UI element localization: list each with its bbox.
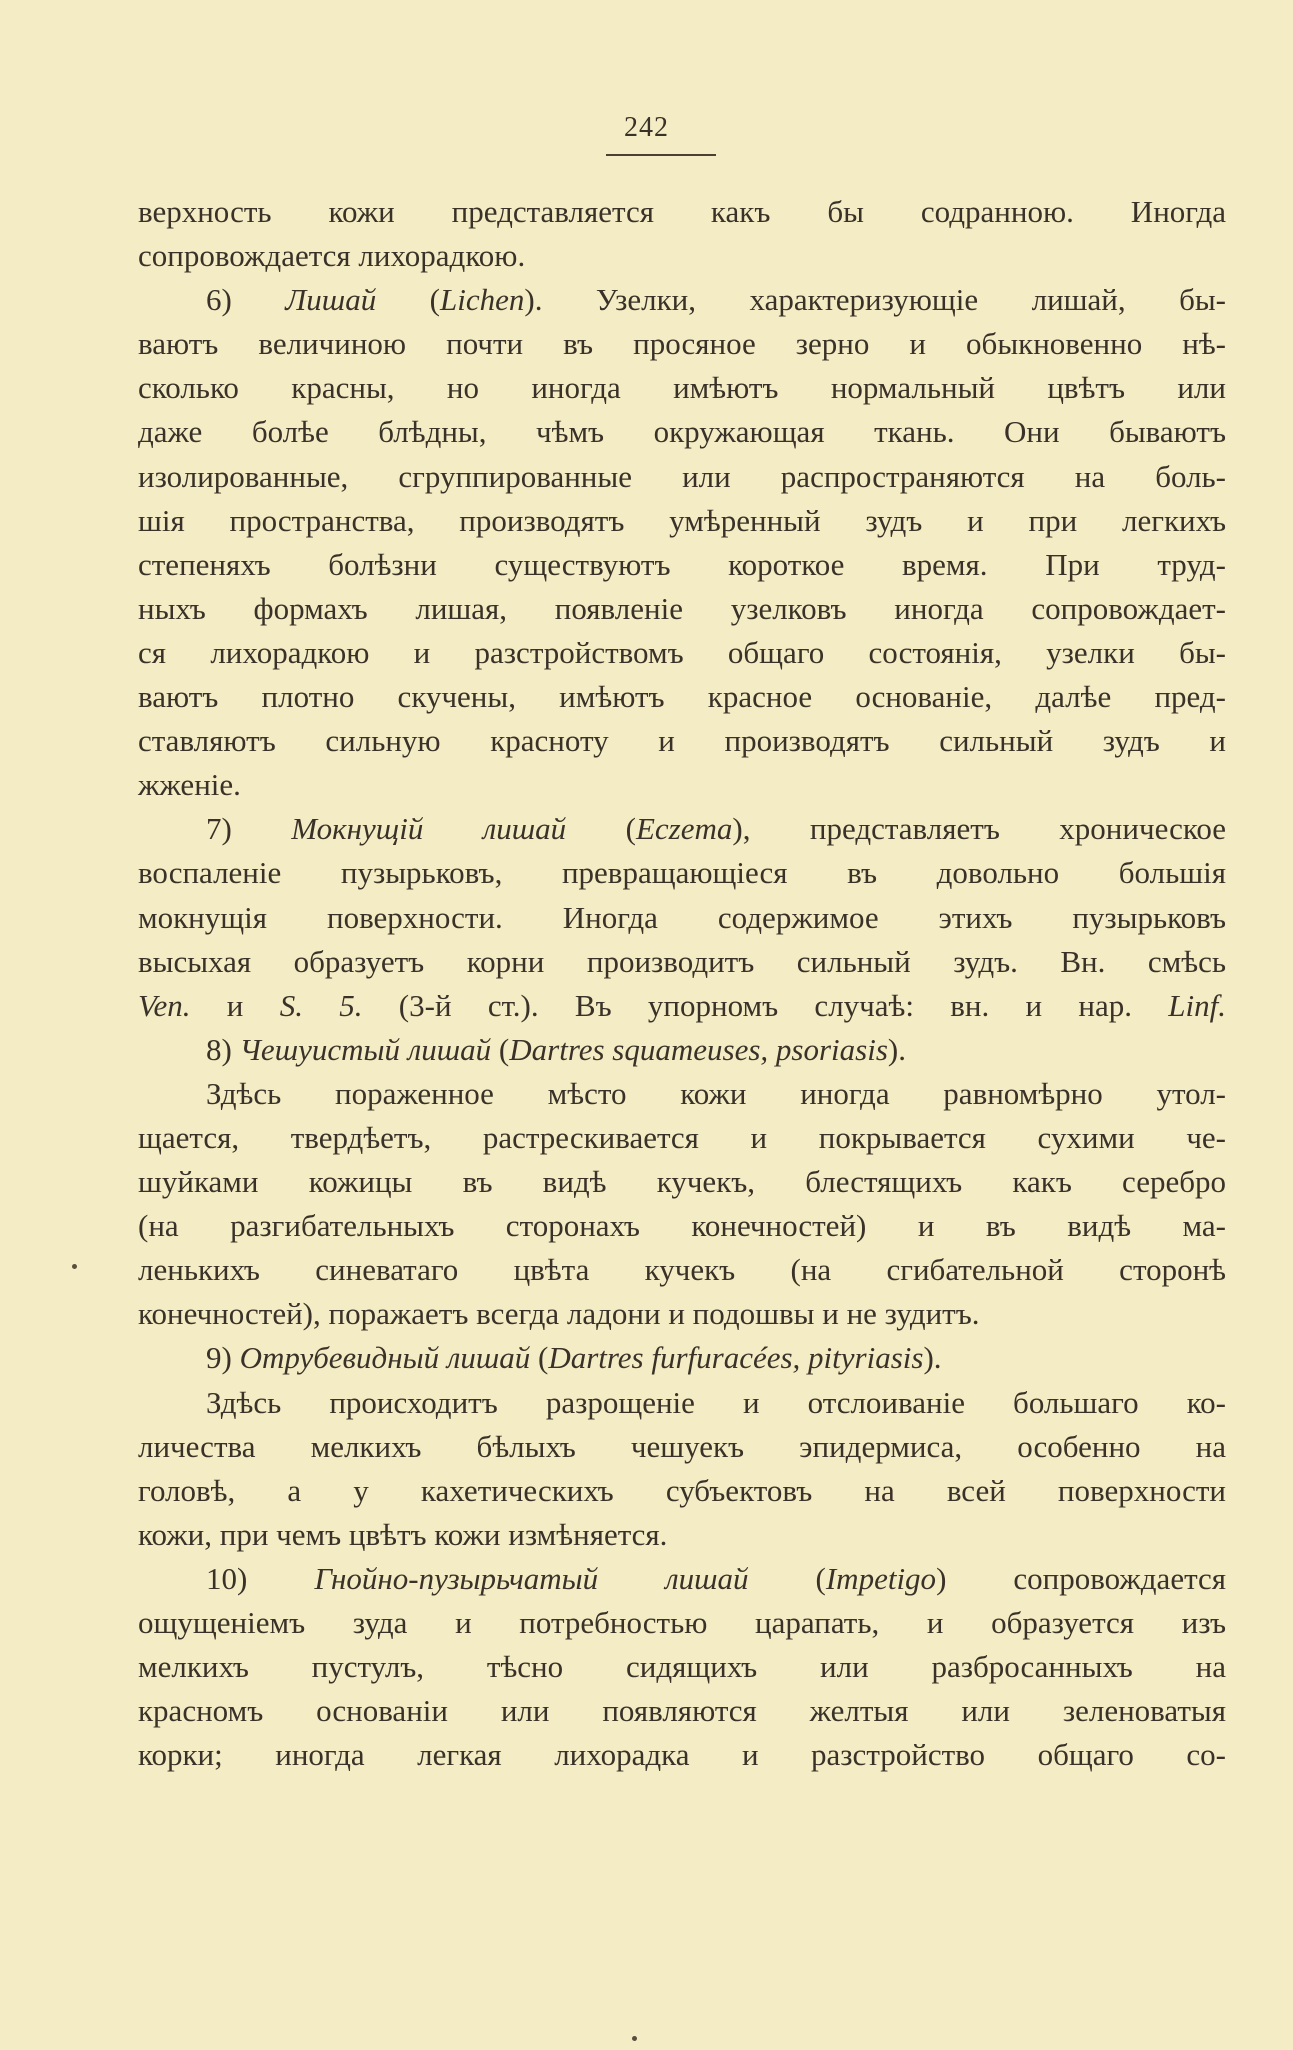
text-line: изолированные, сгруппированные или распространяются на боль- [138, 458, 1226, 494]
text-line: даже болѣе блѣдны, чѣмъ окружающая ткань. Они бываютъ [138, 414, 1226, 450]
text-line: ставляютъ сильную красноту и производятъ сильный зудъ и [138, 723, 1226, 759]
text-line: высыхая образуетъ корни производитъ сильный зудъ. Вн. смѣсь [138, 943, 1226, 979]
text-line: ваютъ плотно скучены, имѣютъ красное основаніе, далѣе пред- [138, 679, 1226, 715]
body-text [138, 190, 1226, 1777]
text-line: (на разгибательныхъ сторонахъ конечностей) и въ видѣ ма- [138, 1208, 1226, 1244]
text-line: 9) Отрубевидный лишай (Dartres furfuracées, pityriasis). [206, 1340, 942, 1376]
text-line: Здѣсь пораженное мѣсто кожи иногда равномѣрно утол- [206, 1075, 1226, 1111]
header-rule [606, 154, 716, 156]
text-line: Здѣсь происходитъ разрощеніе и отслоиваніе большаго ко- [206, 1384, 1226, 1420]
text-line: конечностей), поражаетъ всегда ладони и подошвы и не зудитъ. [138, 1296, 980, 1332]
text-line: щается, твердѣетъ, растрескивается и покрывается сухими че- [138, 1119, 1226, 1155]
text-line: сопровождается лихорадкою. [138, 238, 526, 274]
text-line: ленькихъ синеватаго цвѣта кучекъ (на сгибательной сторонѣ [138, 1252, 1226, 1288]
text-line: воспаленіе пузырьковъ, превращающіеся въ довольно большія [138, 855, 1226, 891]
text-line: 10) Гнойно-пузырьчатый лишай (Impetigo) сопровождается [206, 1560, 1227, 1596]
text-line: Ven. и S. 5. (3-й ст.). Въ упорномъ случаѣ: вн. и нар. Linf. [138, 987, 1227, 1023]
text-line: корки; иногда легкая лихорадка и разстройство общаго со- [138, 1737, 1226, 1773]
text-line: кожи, при чемъ цвѣтъ кожи измѣняется. [138, 1516, 668, 1552]
text-line: красномъ основаніи или появляются желтыя или зеленоватыя [138, 1693, 1226, 1729]
text-line: верхность кожи представляется какъ бы содранною. Иногда [138, 194, 1226, 229]
text-line: шуйками кожицы въ видѣ кучекъ, блестящихъ какъ серебро [138, 1164, 1226, 1200]
text-line: мелкихъ пустулъ, тѣсно сидящихъ или разбросанныхъ на [138, 1649, 1226, 1685]
text-line: 6) Лишай (Lichen). Узелки, характеризующіе лишай, бы- [206, 282, 1227, 318]
text-line: ся лихорадкою и разстройствомъ общаго состоянія, узелки бы- [138, 634, 1226, 670]
text-line: ныхъ формахъ лишая, появленіе узелковъ иногда сопровождает- [138, 590, 1226, 626]
page-number: 242 [624, 112, 669, 143]
text-line: жженіе. [138, 767, 241, 803]
text-line: шія пространства, производятъ умѣренный зудъ и при легкихъ [138, 502, 1226, 538]
text-line: степеняхъ болѣзни существуютъ короткое время. При труд- [138, 546, 1226, 582]
text-line: сколько красны, но иногда имѣютъ нормальный цвѣтъ или [138, 370, 1226, 406]
text-line: ощущеніемъ зуда и потребностью царапать, и образуется изъ [138, 1605, 1226, 1640]
text-line: личества мелкихъ бѣлыхъ чешуекъ эпидермиса, особенно на [138, 1428, 1226, 1464]
text-line: 7) Мокнущій лишай (Eczema), представляетъ хроническое [206, 811, 1226, 847]
print-speck [72, 1264, 77, 1269]
print-speck [632, 2036, 637, 2041]
text-line: головѣ, а у кахетическихъ субъектовъ на всей поверхности [138, 1472, 1226, 1508]
text-line: ваютъ величиною почти въ просяное зерно и обыкновенно нѣ- [138, 326, 1226, 362]
text-line: 8) Чешуистый лишай (Dartres squameuses, psoriasis). [206, 1031, 906, 1067]
text-line: мокнущія поверхности. Иногда содержимое этихъ пузырьковъ [138, 899, 1226, 935]
